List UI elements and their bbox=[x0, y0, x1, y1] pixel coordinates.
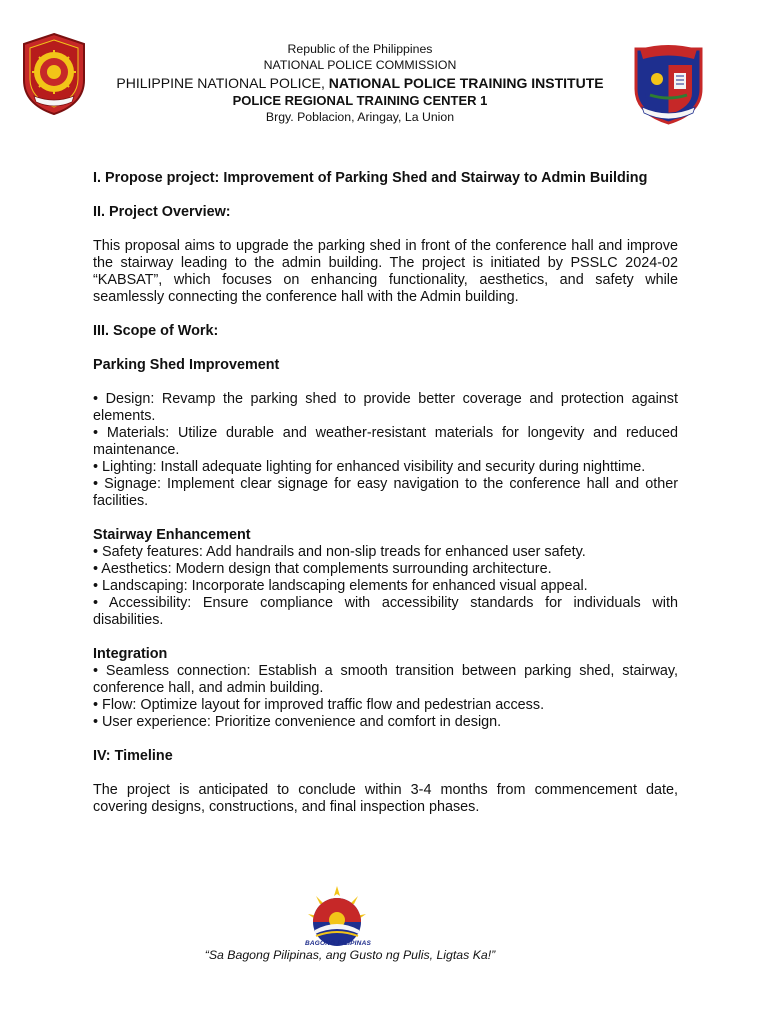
header-agency-bold: NATIONAL POLICE TRAINING INSTITUTE bbox=[328, 75, 604, 91]
header-agency bbox=[90, 74, 630, 92]
header-address: Brgy. Poblacion, Aringay, La Union bbox=[265, 110, 455, 124]
integration-heading: Integration bbox=[93, 646, 168, 662]
header-country: Republic of the Philippines bbox=[287, 42, 433, 56]
list-item: • Aesthetics: Modern design that complements surrounding architecture. bbox=[93, 561, 552, 577]
header-agency-regular: PHILIPPINE NATIONAL POLICE, bbox=[116, 75, 329, 91]
section-2-title: II. Project Overview: bbox=[93, 204, 231, 220]
footer-slogan: “Sa Bagong Pilipinas, ang Gusto ng Pulis, Ligtas Ka!” bbox=[204, 948, 496, 962]
section-4-title: IV: Timeline bbox=[93, 748, 173, 764]
header-office: POLICE REGIONAL TRAINING CENTER 1 bbox=[232, 93, 488, 108]
list-item: • Materials: Utilize durable and weather-resistant materials for longevity and reduced maintenance. bbox=[93, 425, 678, 458]
timeline-paragraph: The project is anticipated to conclude within 3-4 months from commencement date, covering designs, constructions, and final inspection phases. bbox=[93, 782, 678, 815]
list-item: • Signage: Implement clear signage for easy navigation to the conference hall and other facilities. bbox=[93, 476, 678, 509]
pnp-seal-icon bbox=[20, 32, 88, 116]
list-item: • Safety features: Add handrails and non-slip treads for enhanced user safety. bbox=[93, 544, 586, 560]
section-3-title: III. Scope of Work: bbox=[93, 323, 219, 339]
parking-shed-list bbox=[93, 391, 678, 510]
proposal-body bbox=[93, 170, 678, 816]
list-item: • Seamless connection: Establish a smooth transition between parking shed, stairway, conference hall, and admin building. bbox=[93, 663, 678, 696]
header-commission: NATIONAL POLICE COMMISSION bbox=[263, 57, 457, 72]
project-overview-paragraph: This proposal aims to upgrade the parking shed in front of the conference hall and improve the stairway leading to the admin building. The project is initiated by PSSLC 2024-02 “KABSAT”, which focuses on enhancing functionality, aesthetics, and safety while seamlessly connecting the conference hall with the Admin building. bbox=[93, 238, 678, 305]
rtc1-seal-icon bbox=[630, 43, 707, 125]
list-item: • Flow: Optimize layout for improved traffic flow and pedestrian access. bbox=[93, 697, 545, 713]
list-item: • Accessibility: Ensure compliance with accessibility standards for individuals with disabilities. bbox=[93, 595, 678, 628]
list-item: • Landscaping: Incorporate landscaping elements for enhanced visual appeal. bbox=[93, 578, 588, 594]
letterhead bbox=[90, 42, 630, 125]
footer-brand-text: BAGONG PILIPINAS bbox=[304, 940, 372, 947]
section-1-title: I. Propose project: Improvement of Parking Shed and Stairway to Admin Building bbox=[93, 170, 648, 186]
stairway-list bbox=[93, 544, 678, 629]
parking-shed-heading: Parking Shed Improvement bbox=[93, 357, 280, 373]
list-item: • Design: Revamp the parking shed to provide better coverage and protection against elements. bbox=[93, 391, 678, 424]
stairway-heading: Stairway Enhancement bbox=[93, 527, 251, 543]
list-item: • Lighting: Install adequate lighting for enhanced visibility and security during nighttime. bbox=[93, 459, 646, 475]
list-item: • User experience: Prioritize convenience and comfort in design. bbox=[93, 714, 502, 730]
integration-list bbox=[93, 663, 678, 731]
